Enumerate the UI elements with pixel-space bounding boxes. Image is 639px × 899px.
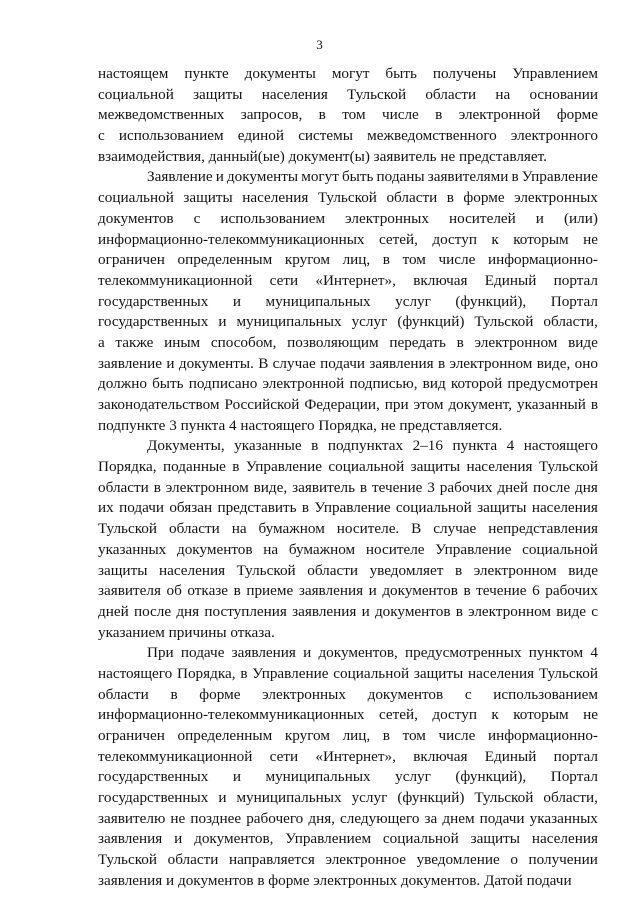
text-line: настоящем пункте документы могут быть получены Управлением (98, 65, 598, 82)
text-line: ограничен определенным кругом лиц, в том числе информационно- (98, 727, 598, 744)
text-line: документов с использованием электронных носителей и (или) (98, 209, 598, 227)
text-line: государственных и муниципальных услуг (функций), Портал (98, 768, 598, 786)
text-line: Тульской области направляется электронное уведомление о получении (98, 851, 598, 869)
text-line: а также иным способом, позволяющим передать в электронном виде (98, 333, 598, 351)
text-line: ограничен определенным кругом лиц, в том числе информационно- (98, 251, 598, 269)
text-line: социальной защиты населения Тульской области в форме электронных (98, 189, 598, 207)
text-line: законодательством Российской Федерации, при этом документ, указанный в (98, 396, 598, 413)
text-line: межведомственных запросов, в том числе в электронной форме (98, 106, 598, 124)
text-line: защиты населения Тульской области уведомляет в электронном виде (98, 561, 598, 579)
text-line: При подаче заявления и документов, предусмотренных пунктом 4 (147, 644, 598, 662)
text-line: их подачи обязан представить в Управление социальной защиты населения (98, 499, 598, 517)
text-line: указанием причины отказа. (98, 623, 275, 641)
paragraph (98, 643, 598, 891)
text-line: настоящего Порядка, в Управление социальной защиты населения Тульской (98, 664, 598, 682)
text-line: должно быть подписано электронной подписью, вид которой предусмотрен (98, 375, 598, 393)
paragraph (98, 167, 598, 436)
text-line: государственных и муниципальных услуг (функций) Тульской области, (98, 313, 598, 331)
text-line: телекоммуникационной сети «Интернет», включая Единый портал (98, 271, 598, 289)
text-line: Порядка, поданные в Управление социальной защиты населения Тульской (98, 458, 598, 476)
text-line: заявителя об отказе в приеме заявления и документов в течение 6 рабочих (98, 582, 598, 600)
document-body (98, 64, 598, 892)
paragraph (98, 436, 598, 643)
text-line: государственных и муниципальных услуг (функций), Портал (98, 292, 598, 310)
text-line: информационно-телекоммуникационных сетей, доступ к которым не (98, 706, 598, 724)
text-line: с использованием единой системы межведомственного электронного (98, 127, 598, 145)
text-line: телекоммуникационной сети «Интернет», включая Единый портал (98, 747, 598, 765)
text-line: дней после дня поступления заявления и документов в электронном виде с (98, 602, 598, 620)
text-line: Тульской области на бумажном носителе. В случае непредставления (98, 520, 598, 538)
text-line: Заявление и документы могут быть поданы заявителями в Управление (147, 168, 598, 186)
text-line: заявления и документов в форме электронных документов. Датой подачи (98, 871, 572, 889)
text-line: заявления и документов, Управлением социальной защиты населения (98, 830, 598, 848)
text-line: государственных и муниципальных услуг (функций) Тульской области, (98, 789, 598, 807)
text-line: социальной защиты населения Тульской области на основании (98, 85, 598, 103)
text-line: информационно-телекоммуникационных сетей, доступ к которым не (98, 230, 598, 248)
text-line: Документы, указанные в подпунктах 2–16 пункта 4 настоящего (147, 437, 598, 455)
text-line: заявление и документы. В случае подачи заявления в электронном виде, оно (98, 354, 598, 372)
text-line: указанных документов на бумажном носителе Управление социальной (98, 540, 598, 558)
text-line: области в форме электронных документов с использованием (98, 685, 598, 703)
text-line: подпункте 3 пункта 4 настоящего Порядка, не представляется. (98, 416, 503, 434)
paragraph (98, 64, 598, 167)
text-line: взаимодействия, данный(ые) документ(ы) заявитель не представляет. (98, 147, 547, 165)
page-number: 3 (316, 37, 323, 52)
text-line: области в электронном виде, заявитель в течение 3 рабочих дней после дня (98, 478, 598, 496)
text-line: заявителю не позднее рабочего дня, следующего за днем подачи указанных (98, 809, 598, 827)
